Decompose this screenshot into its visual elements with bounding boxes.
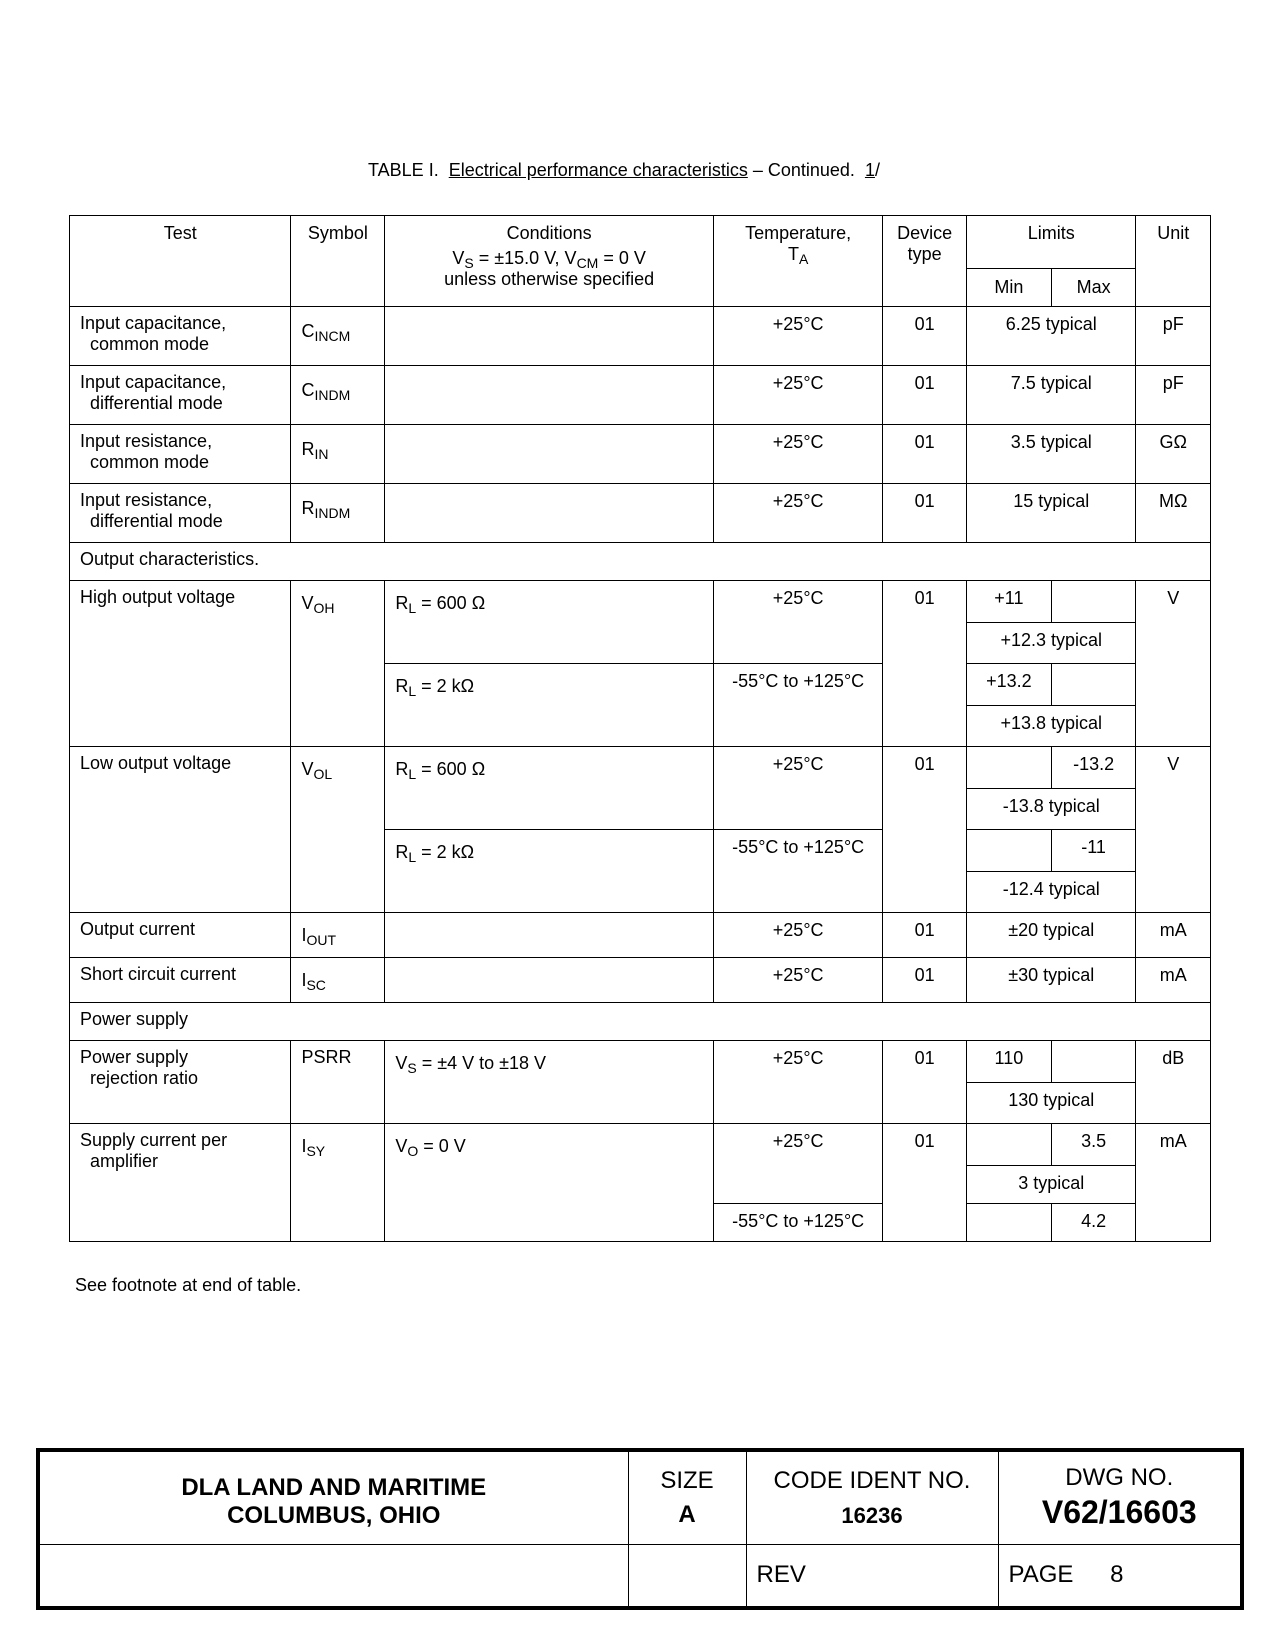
title-block-rev: REV — [746, 1544, 998, 1608]
title-block-code: CODE IDENT NO. 16236 — [746, 1450, 998, 1544]
title-block-org: DLA LAND AND MARITIME COLUMBUS, OHIO — [38, 1450, 628, 1544]
title-block-dwg: DWG NO. V62/16603 — [998, 1450, 1242, 1544]
header-temperature: Temperature, $T_A$ — [713, 216, 882, 307]
table-row: Input resistance, common mode $R_{IN}$ +25°C 01 3.5 typical GΩ — [70, 425, 1211, 484]
footnote-ref: 1 — [864, 160, 875, 180]
section-row-output: Output characteristics. — [70, 543, 1211, 581]
table-row: Power supply rejection ratio PSRR $V_S = \pm 4$ V to ±18 V +25°C 01 110 dB — [70, 1041, 1211, 1083]
table-row: Input capacitance, differential mode $C_{INDM}$ +25°C 01 7.5 typical pF — [70, 366, 1211, 425]
footnote-slash: / — [874, 160, 880, 180]
section-row-power: Power supply — [70, 1003, 1211, 1041]
title-block — [36, 1448, 1244, 1610]
title-block-empty — [38, 1544, 628, 1608]
electrical-characteristics-table: Test Symbol Conditions $V_S = \pm 15.0$ V, $V_{CM} = 0$ V unless otherwise specified Temperature, $T_A$ Device type Limits Unit Min Max Input capacitance, common mode $C_{INCM}$ +25°C 01 6.25 typical pF Input capacitance, differential mode $C_{INDM}$ +25°C 01 7.5 typical pF Input resistance, common mode $R_{IN}$ +25°C 01 3.5 typical GΩ Input resistance, differential mode $R_{INDM}$ +25°C 01 15 typical MΩ Output characteristics. High output voltage $V_{OH}$ $R_L = 600$ Ω +25°C 01 +11 V +12.3 typical $R_L = 2$ kΩ -55°C to +125°C +13.2 +13.8 typical Low output voltage $V_{OL}$ $R_L = 600$ Ω +25°C 01 -13.2 V -13.8 typical $R_L = 2$ kΩ -55°C to +125°C -11 -12.4 typical Output current $I_{OUT}$ +25°C 01 ±20 typical mA Short circuit current $I_{SC}$ +25°C 01 ±30 typical mA Power supply Power supply rejection ratio PSRR $V_S = \pm 4$ V to ±18 V +25°C 01 110 dB 130 typical Supply current per amplifier $I_{SY}$ $V_O = 0$ V +25°C 01 3.5 mA 3 typical -55°C to +125°C 4.2 — [69, 215, 1211, 1242]
table-row: Short circuit current $I_{SC}$ +25°C 01 ±30 typical mA — [70, 958, 1211, 1003]
table-row: Low output voltage $V_{OL}$ $R_L = 600$ Ω +25°C 01 -13.2 V — [70, 747, 1211, 789]
conditions-line3: unless otherwise specified — [444, 269, 655, 289]
header-min: Min — [967, 269, 1052, 307]
table-row: Input capacitance, common mode $C_{INCM}$ +25°C 01 6.25 typical pF — [70, 307, 1211, 366]
caption-title: Electrical performance characteristics — [448, 160, 748, 180]
title-block-size: SIZE A — [628, 1450, 746, 1544]
table-row: High output voltage $V_{OH}$ $R_L = 600$ Ω +25°C 01 +11 V — [70, 581, 1211, 623]
header-limits: Limits — [967, 216, 1136, 269]
header-max: Max — [1051, 269, 1136, 307]
conditions-title: Conditions — [506, 223, 592, 243]
header-row — [70, 216, 1211, 269]
header-test: Test — [70, 216, 291, 307]
caption-suffix: – Continued. — [752, 160, 855, 180]
header-device-type: Device type — [883, 216, 967, 307]
table-row: Output current $I_{OUT}$ +25°C 01 ±20 typical mA — [70, 913, 1211, 958]
footnote-note: See footnote at end of table. — [75, 1275, 302, 1295]
title-block-empty-2 — [628, 1544, 746, 1608]
caption-prefix: TABLE I. — [368, 160, 439, 180]
header-symbol: Symbol — [291, 216, 385, 307]
conditions-line2: $V_S = \pm 15.0$ V, $V_{CM} = 0$ V — [452, 248, 646, 271]
header-conditions — [385, 216, 714, 307]
header-unit: Unit — [1136, 216, 1211, 307]
title-block-page: PAGE 8 — [998, 1544, 1242, 1608]
table-row: Input resistance, differential mode $R_{INDM}$ +25°C 01 15 typical MΩ — [70, 484, 1211, 543]
table-row: Supply current per amplifier $I_{SY}$ $V_O = 0$ V +25°C 01 3.5 mA — [70, 1124, 1211, 1166]
